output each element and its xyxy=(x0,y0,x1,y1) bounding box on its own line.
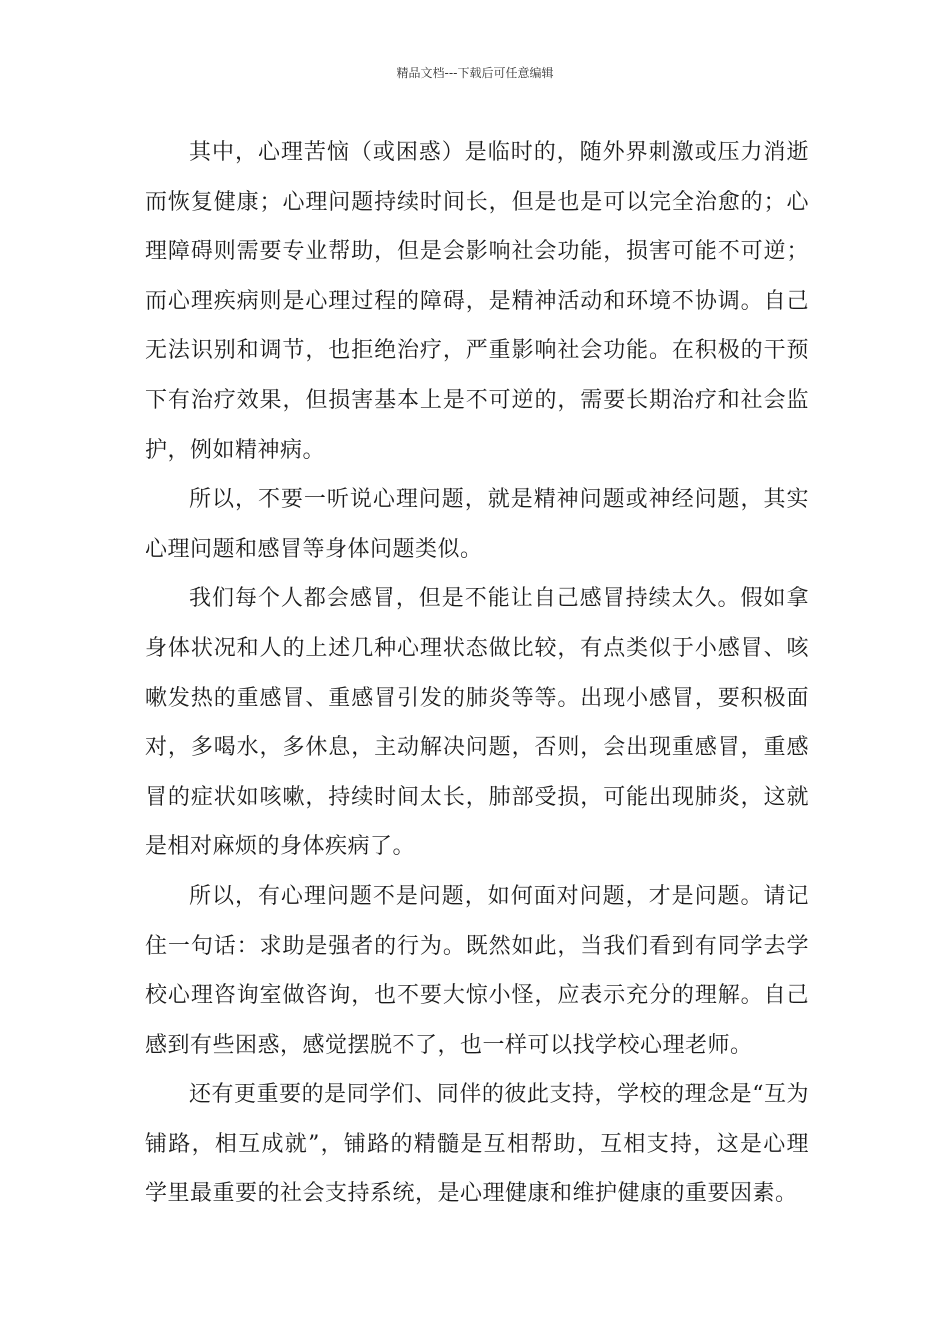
document-body xyxy=(145,128,809,1219)
paragraph-3: 我们每个人都会感冒，但是不能让自己感冒持续太久。假如拿身体状况和人的上述几种心理状态做比较，有点类似于小感冒、咳嗽发热的重感冒、重感冒引发的肺炎等等。出现小感冒，要积极面对，多喝水，多休息，主动解决问题，否则，会出现重感冒，重感冒的症状如咳嗽，持续时间太长，肺部受损，可能出现肺炎，这就是相对麻烦的身体疾病了。 xyxy=(145,586,809,860)
paragraph-4: 所以，有心理问题不是问题，如何面对问题，才是问题。请记住一句话：求助是强者的行为。既然如此，当我们看到有同学去学校心理咨询室做咨询，也不要大惊小怪，应表示充分的理解。自己感到有些困惑，感觉摆脱不了，也一样可以找学校心理老师。 xyxy=(145,883,809,1058)
paragraph-2: 所以，不要一听说心理问题，就是精神问题或神经问题，其实心理问题和感冒等身体问题类似。 xyxy=(145,487,809,562)
page-header: 精品文档---下载后可任意编辑 xyxy=(396,66,554,80)
paragraph-1: 其中，心理苦恼（或困惑）是临时的，随外界刺激或压力消逝而恢复健康；心理问题持续时间长，但是也是可以完全治愈的；心理障碍则需要专业帮助，但是会影响社会功能，损害可能不可逆；而心理疾病则是心理过程的障碍，是精神活动和环境不协调。自己无法识别和调节，也拒绝治疗，严重影响社会功能。在积极的干预下有治疗效果，但损害基本上是不可逆的，需要长期治疗和社会监护，例如精神病。 xyxy=(145,140,809,463)
paragraph-5: 还有更重要的是同学们、同伴的彼此支持，学校的理念是“互为铺路，相互成就”，铺路的精髓是互相帮助，互相支持，这是心理学里最重要的社会支持系统，是心理健康和维护健康的重要因素。 xyxy=(145,1082,809,1207)
